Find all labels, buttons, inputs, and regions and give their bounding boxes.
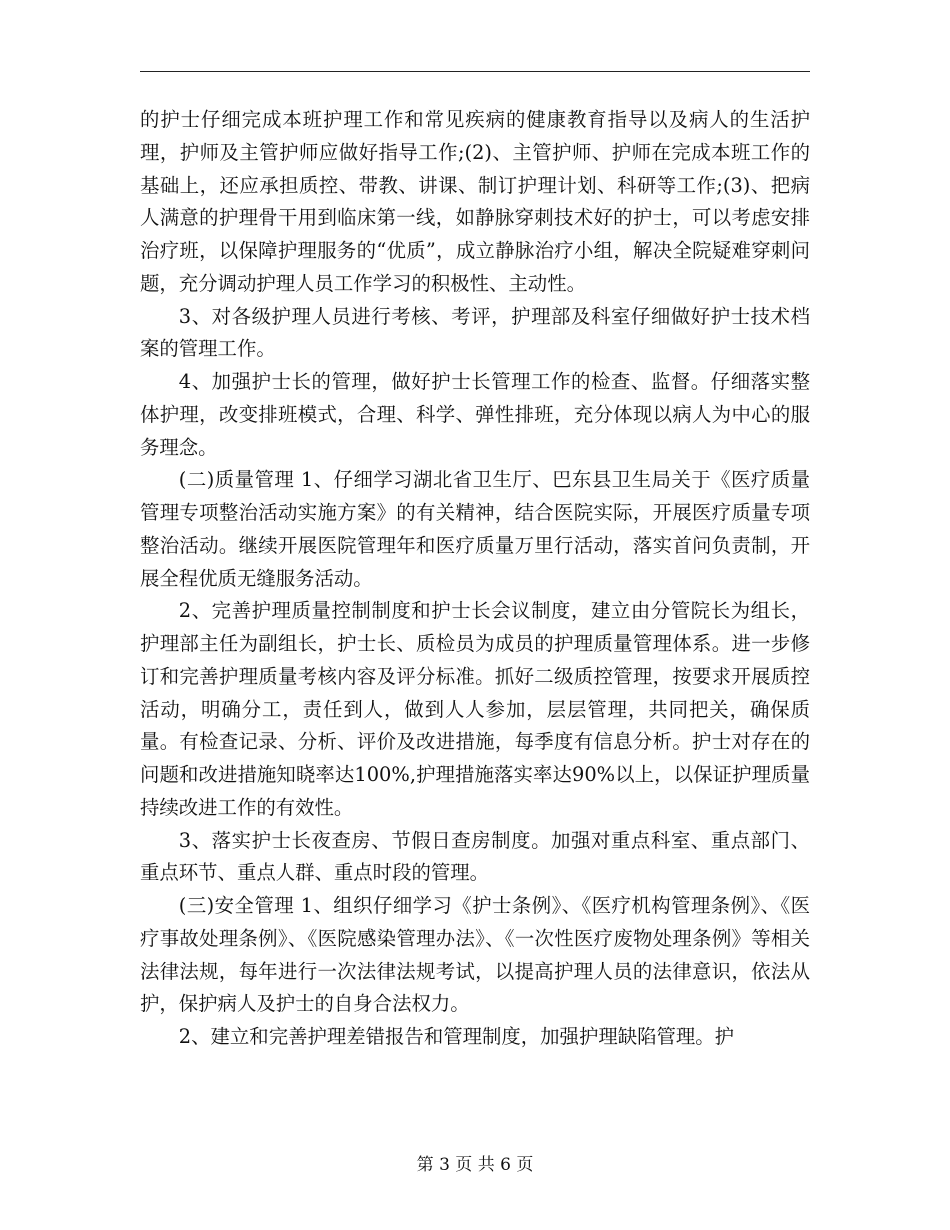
paragraph: 2、完善护理质量控制制度和护士长会议制度，建立由分管院长为组长，护理部主任为副组长，护士长、质检员为成员的护理质量管理体系。进一步修订和完善护理质量考核内容及评分标准。抓好二级质控管理，按要求开展质控活动，明确分工，责任到人，做到人人参加，层层管理，共同把关，确保质量。有检查记录、分析、评价及改进措施，每季度有信息分析。护士对存在的问题和改进措施知晓率达100%,护理措施落实率达90%以上，以保证护理质量持续改进工作的有效性。: [140, 599, 810, 819]
paragraph: 2、建立和完善护理差错报告和管理制度，加强护理缺陷管理。护: [178, 1025, 735, 1048]
header-rule: [140, 71, 810, 72]
paragraph: 3、落实护士长夜查房、节假日查房制度。加强对重点科室、重点部门、重点环节、重点人群、重点时段的管理。: [140, 828, 810, 885]
document-body: [140, 104, 810, 1054]
paragraph: 的护士仔细完成本班护理工作和常见疾病的健康教育指导以及病人的生活护理，护师及主管护师应做好指导工作;(2)、主管护师、护师在完成本班工作的基础上，还应承担质控、带教、讲课、制订护理计划、科研等工作;(3)、把病人满意的护理骨干用到临床第一线，如静脉穿刺技术好的护士，可以考虑安排治疗班，以保障护理服务的“优质”，成立静脉治疗小组，解决全院疑难穿刺问题，充分调动护理人员工作学习的积极性、主动性。: [140, 108, 810, 295]
paragraph: 3、对各级护理人员进行考核、考评，护理部及科室仔细做好护士技术档案的管理工作。: [140, 304, 810, 361]
paragraph: (三)安全管理 1、组织仔细学习《护士条例》、《医疗机构管理条例》、《医疗事故处理条例》、《医院感染管理办法》、《一次性医疗废物处理条例》等相关法律法规，每年进行一次法律法规考试，以提高护理人员的法律意识，依法从护，保护病人及护士的自身合法权力。: [140, 894, 810, 1016]
page-number-footer: 第 3 页 共 6 页: [416, 1155, 534, 1175]
paragraph: 4、加强护士长的管理，做好护士长管理工作的检查、监督。仔细落实整体护理，改变排班模式，合理、科学、弹性排班，充分体现以病人为中心的服务理念。: [140, 370, 810, 459]
paragraph: (二)质量管理 1、仔细学习湖北省卫生厅、巴东县卫生局关于《医疗质量管理专项整治活动实施方案》的有关精神，结合医院实际，开展医疗质量专项整治活动。继续开展医院管理年和医疗质量万里行活动，落实首问负责制，开展全程优质无缝服务活动。: [140, 468, 810, 590]
